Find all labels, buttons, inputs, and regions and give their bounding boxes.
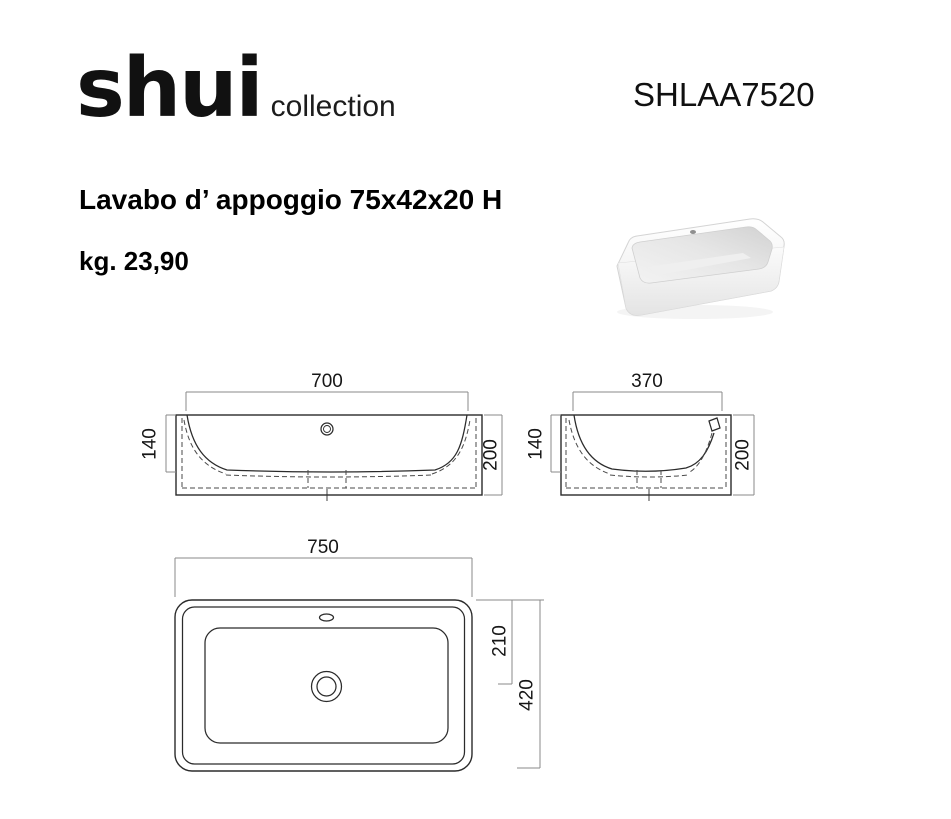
front-hidden-underside [226,475,432,477]
side-dim-depth-line [551,415,561,472]
front-dim-depth-label: 140 [139,428,161,460]
front-dim-width-label: 700 [311,371,343,392]
front-dim-depth-line [166,415,176,472]
side-dim-width-label: 370 [631,371,663,392]
product-title: Lavabo d’ appoggio 75x42x20 H [79,184,503,215]
front-view-outline [176,415,482,495]
top-overflow-hole [320,614,334,621]
top-dim-width-label: 750 [307,537,339,558]
top-view [175,537,544,771]
front-overflow-hole-inner [324,426,331,433]
top-drain-inner [317,677,336,696]
top-dim-depth-label: 420 [516,679,538,711]
front-view [140,371,503,501]
brand-logo-sub: collection [270,90,396,123]
side-hidden-underside [610,475,688,477]
side-dim-height-label: 200 [732,439,754,471]
product-weight: kg. 23,90 [79,246,189,276]
top-view-basin-edge [205,628,448,743]
side-view [526,371,755,501]
front-dim-height-label: 200 [480,439,502,471]
side-dim-width-line [573,392,722,411]
top-drain-outer [312,672,342,702]
side-dim-depth-label: 140 [525,428,547,460]
top-view-inner-rim [183,607,465,764]
front-dim-width-line [186,392,468,411]
top-dim-width-line [175,558,472,597]
side-view-outline [561,415,731,495]
top-dim-center-label: 210 [489,625,511,657]
top-view-outer-rim [175,600,472,771]
front-overflow-hole [321,423,333,435]
side-view-basin-profile [574,415,714,471]
side-overflow-slot [709,418,720,431]
product-code: SHLAA7520 [633,76,815,113]
brand-logo-main: shui [76,41,262,136]
side-hidden-right-slope [688,433,712,473]
